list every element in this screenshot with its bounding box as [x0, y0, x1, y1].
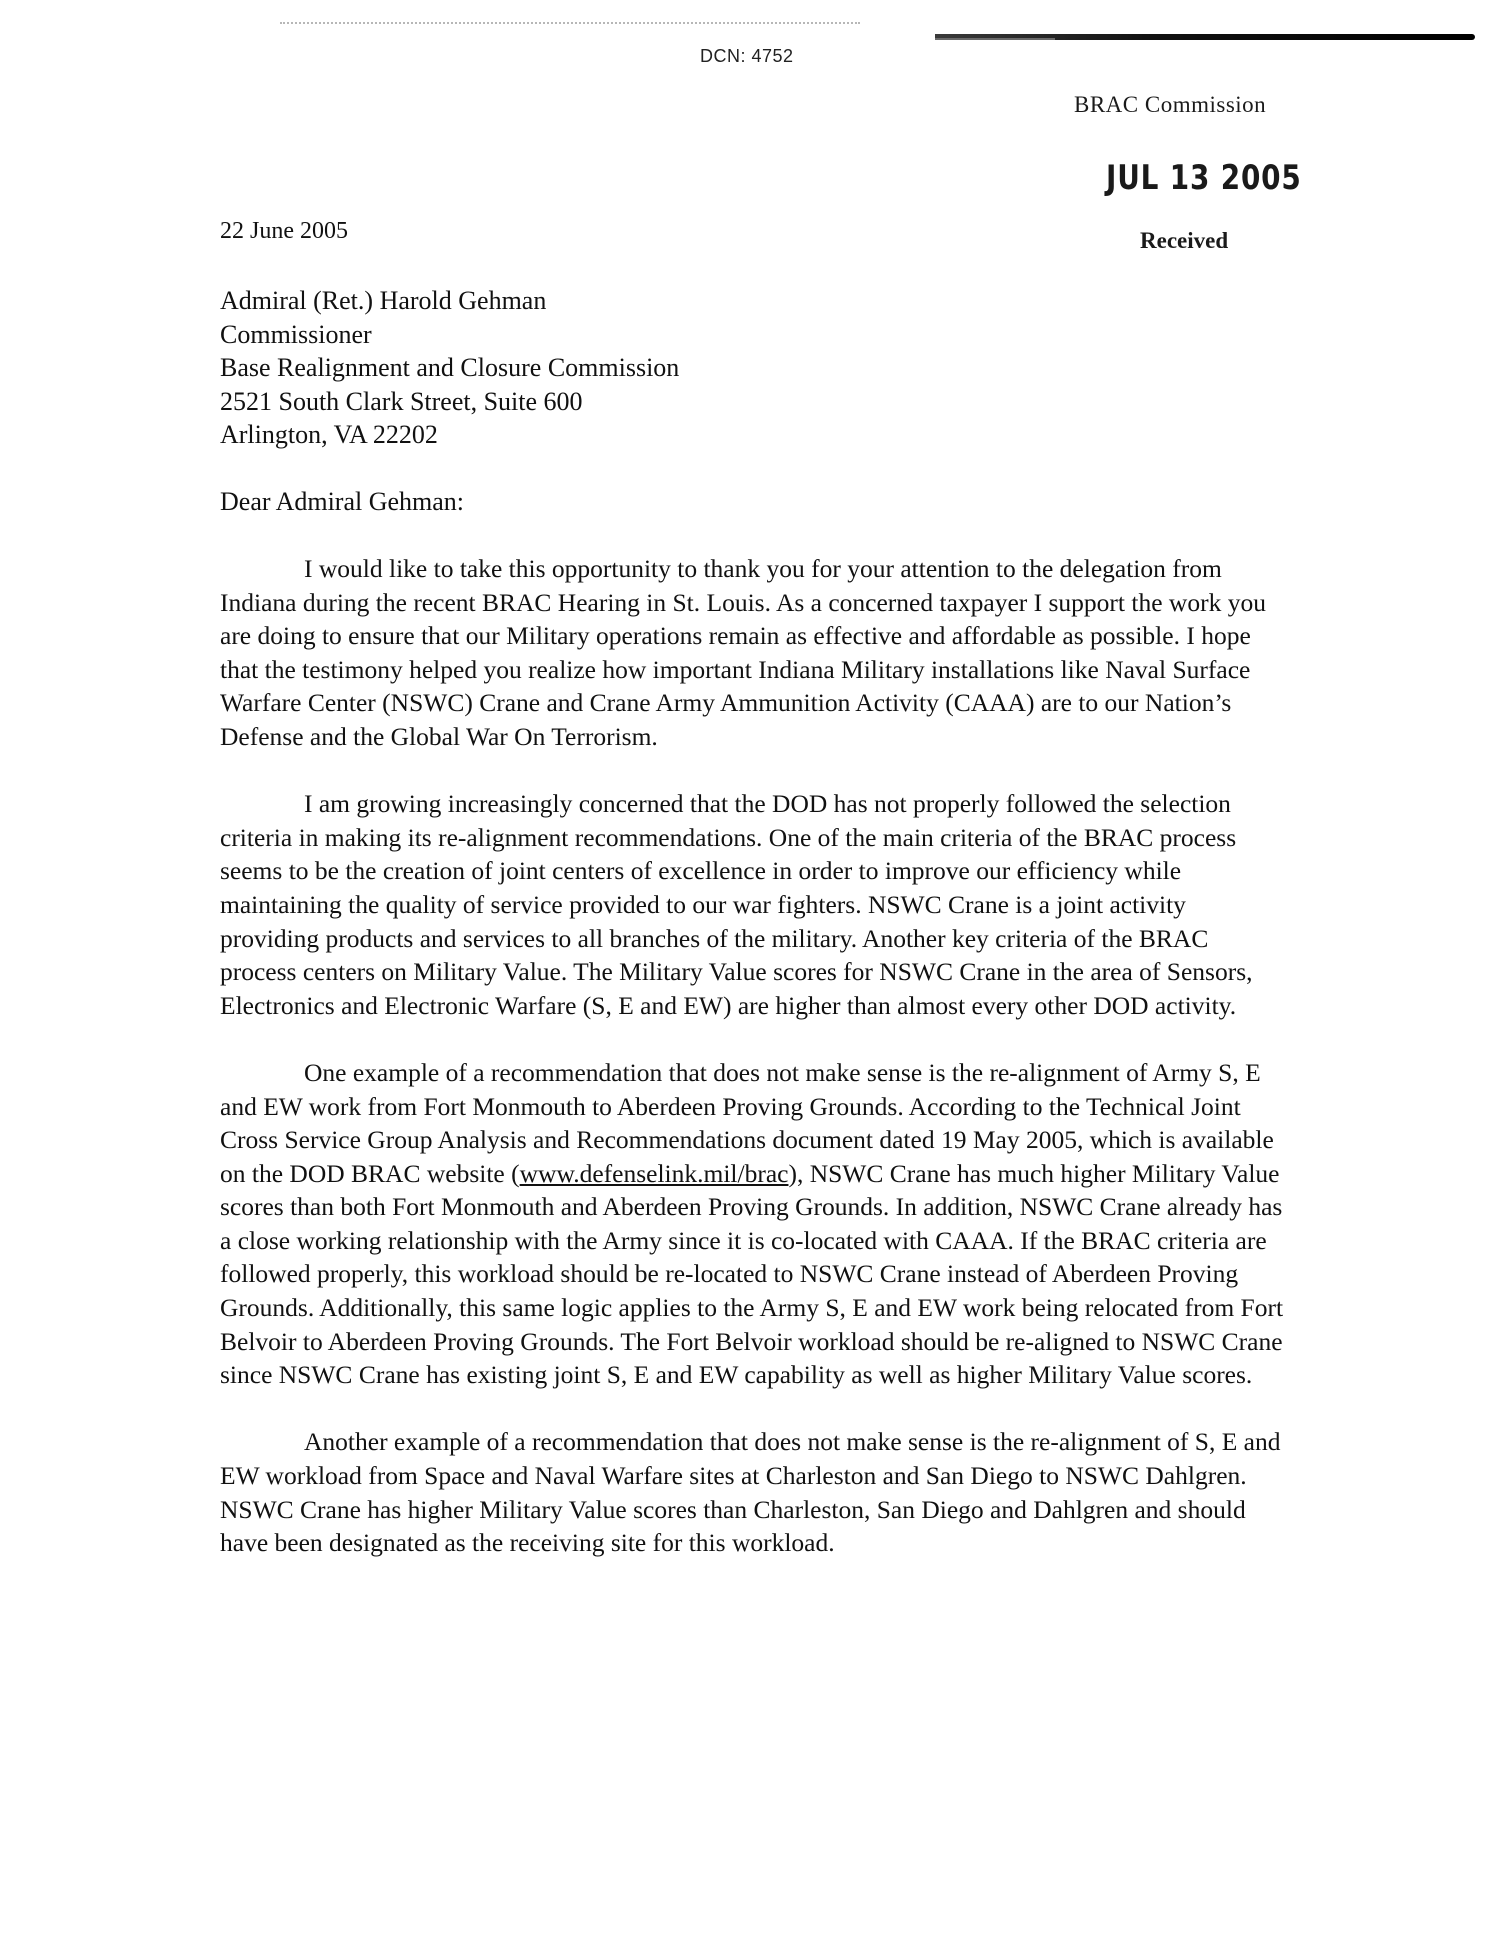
address-line: Base Realignment and Closure Commission [220, 353, 680, 382]
scan-artifact-line [935, 38, 1055, 40]
address-line: 2521 South Clark Street, Suite 600 [220, 386, 583, 416]
paragraph-3 [220, 1056, 1290, 1392]
stamp-commission: BRAC Commission [1074, 92, 1267, 117]
recipient-address [220, 284, 679, 452]
scan-artifact-dots [280, 22, 860, 26]
salutation: Dear Admiral Gehman: [220, 487, 465, 516]
address-line: Commissioner [220, 319, 372, 349]
brac-website-link[interactable]: www.defenselink.mil/brac [519, 1158, 789, 1188]
letter-body [220, 552, 1290, 1593]
paragraph-3-part-a: One example of a recommendation that does not make sense is the re-alignment of Army S, E and EW work from Fort Monmouth to Aberdeen Proving Grounds. According to the Technical Joint Cross Service Group Analysis and Recommendations document dated 19 May 2005, which is available on the DOD BRAC website ( [220, 1057, 1274, 1188]
address-line: Arlington, VA 22202 [220, 420, 438, 449]
paragraph-3-part-b: ), NSWC Crane has much higher Military Value scores than both Fort Monmouth and Aberdeen Proving Grounds. In addition, NSWC Crane already has a close working relationship with the Army since it is co-located with CAAA. If the BRAC criteria are followed properly, this workload should be re-located to NSWC Crane instead of Aberdeen Proving Grounds. Additionally, this same logic applies to the Army S, E and EW work being relocated from Fort Belvoir to Aberdeen Proving Grounds. The Fort Belvoir workload should be re-aligned to NSWC Crane since NSWC Crane has existing joint S, E and EW capability as well as higher Military Value scores. [220, 1158, 1284, 1390]
paragraph-4: Another example of a recommendation that does not make sense is the re-alignment of S, E and EW workload from Space and Naval Warfare sites at Charleston and San Diego to NSWC Dahlgren. NSWC Crane has higher Military Value scores than Charleston, San Diego and Dahlgren and should have been designated as the receiving site for this workload. [220, 1427, 1281, 1558]
address-line: Admiral (Ret.) Harold Gehman [220, 286, 547, 315]
document-control-number: DCN: 4752 [700, 46, 794, 66]
stamp-date: JUL 13 2005 [1106, 158, 1302, 198]
stamp-received: Received [1140, 228, 1229, 253]
letter-date: 22 June 2005 [220, 218, 348, 244]
paragraph-1: I would like to take this opportunity to thank you for your attention to the delegation from Indiana during the recent BRAC Hearing in St. Louis. As a concerned taxpayer I support the work you are doing to ensure that our Military operations remain as effective and affordable as possible. I hope that the testimony helped you realize how important Indiana Military installations like Naval Surface Warfare Center (NSWC) Crane and Crane Army Ammunition Activity (CAAA) are to our Nation’s Defense and the Global War On Terrorism. [220, 554, 1266, 751]
paragraph-2: I am growing increasingly concerned that the DOD has not properly followed the selection criteria in making its re-alignment recommendations. One of the main criteria of the BRAC process seems to be the creation of joint centers of excellence in order to improve our efficiency while maintaining the quality of service provided to our war fighters. NSWC Crane is a joint activity providing products and services to all branches of the military. Another key criteria of the BRAC process centers on Military Value. The Military Value scores for NSWC Crane in the area of Sensors, Electronics and Electronic Warfare (S, E and EW) are higher than almost every other DOD activity. [220, 789, 1253, 1020]
